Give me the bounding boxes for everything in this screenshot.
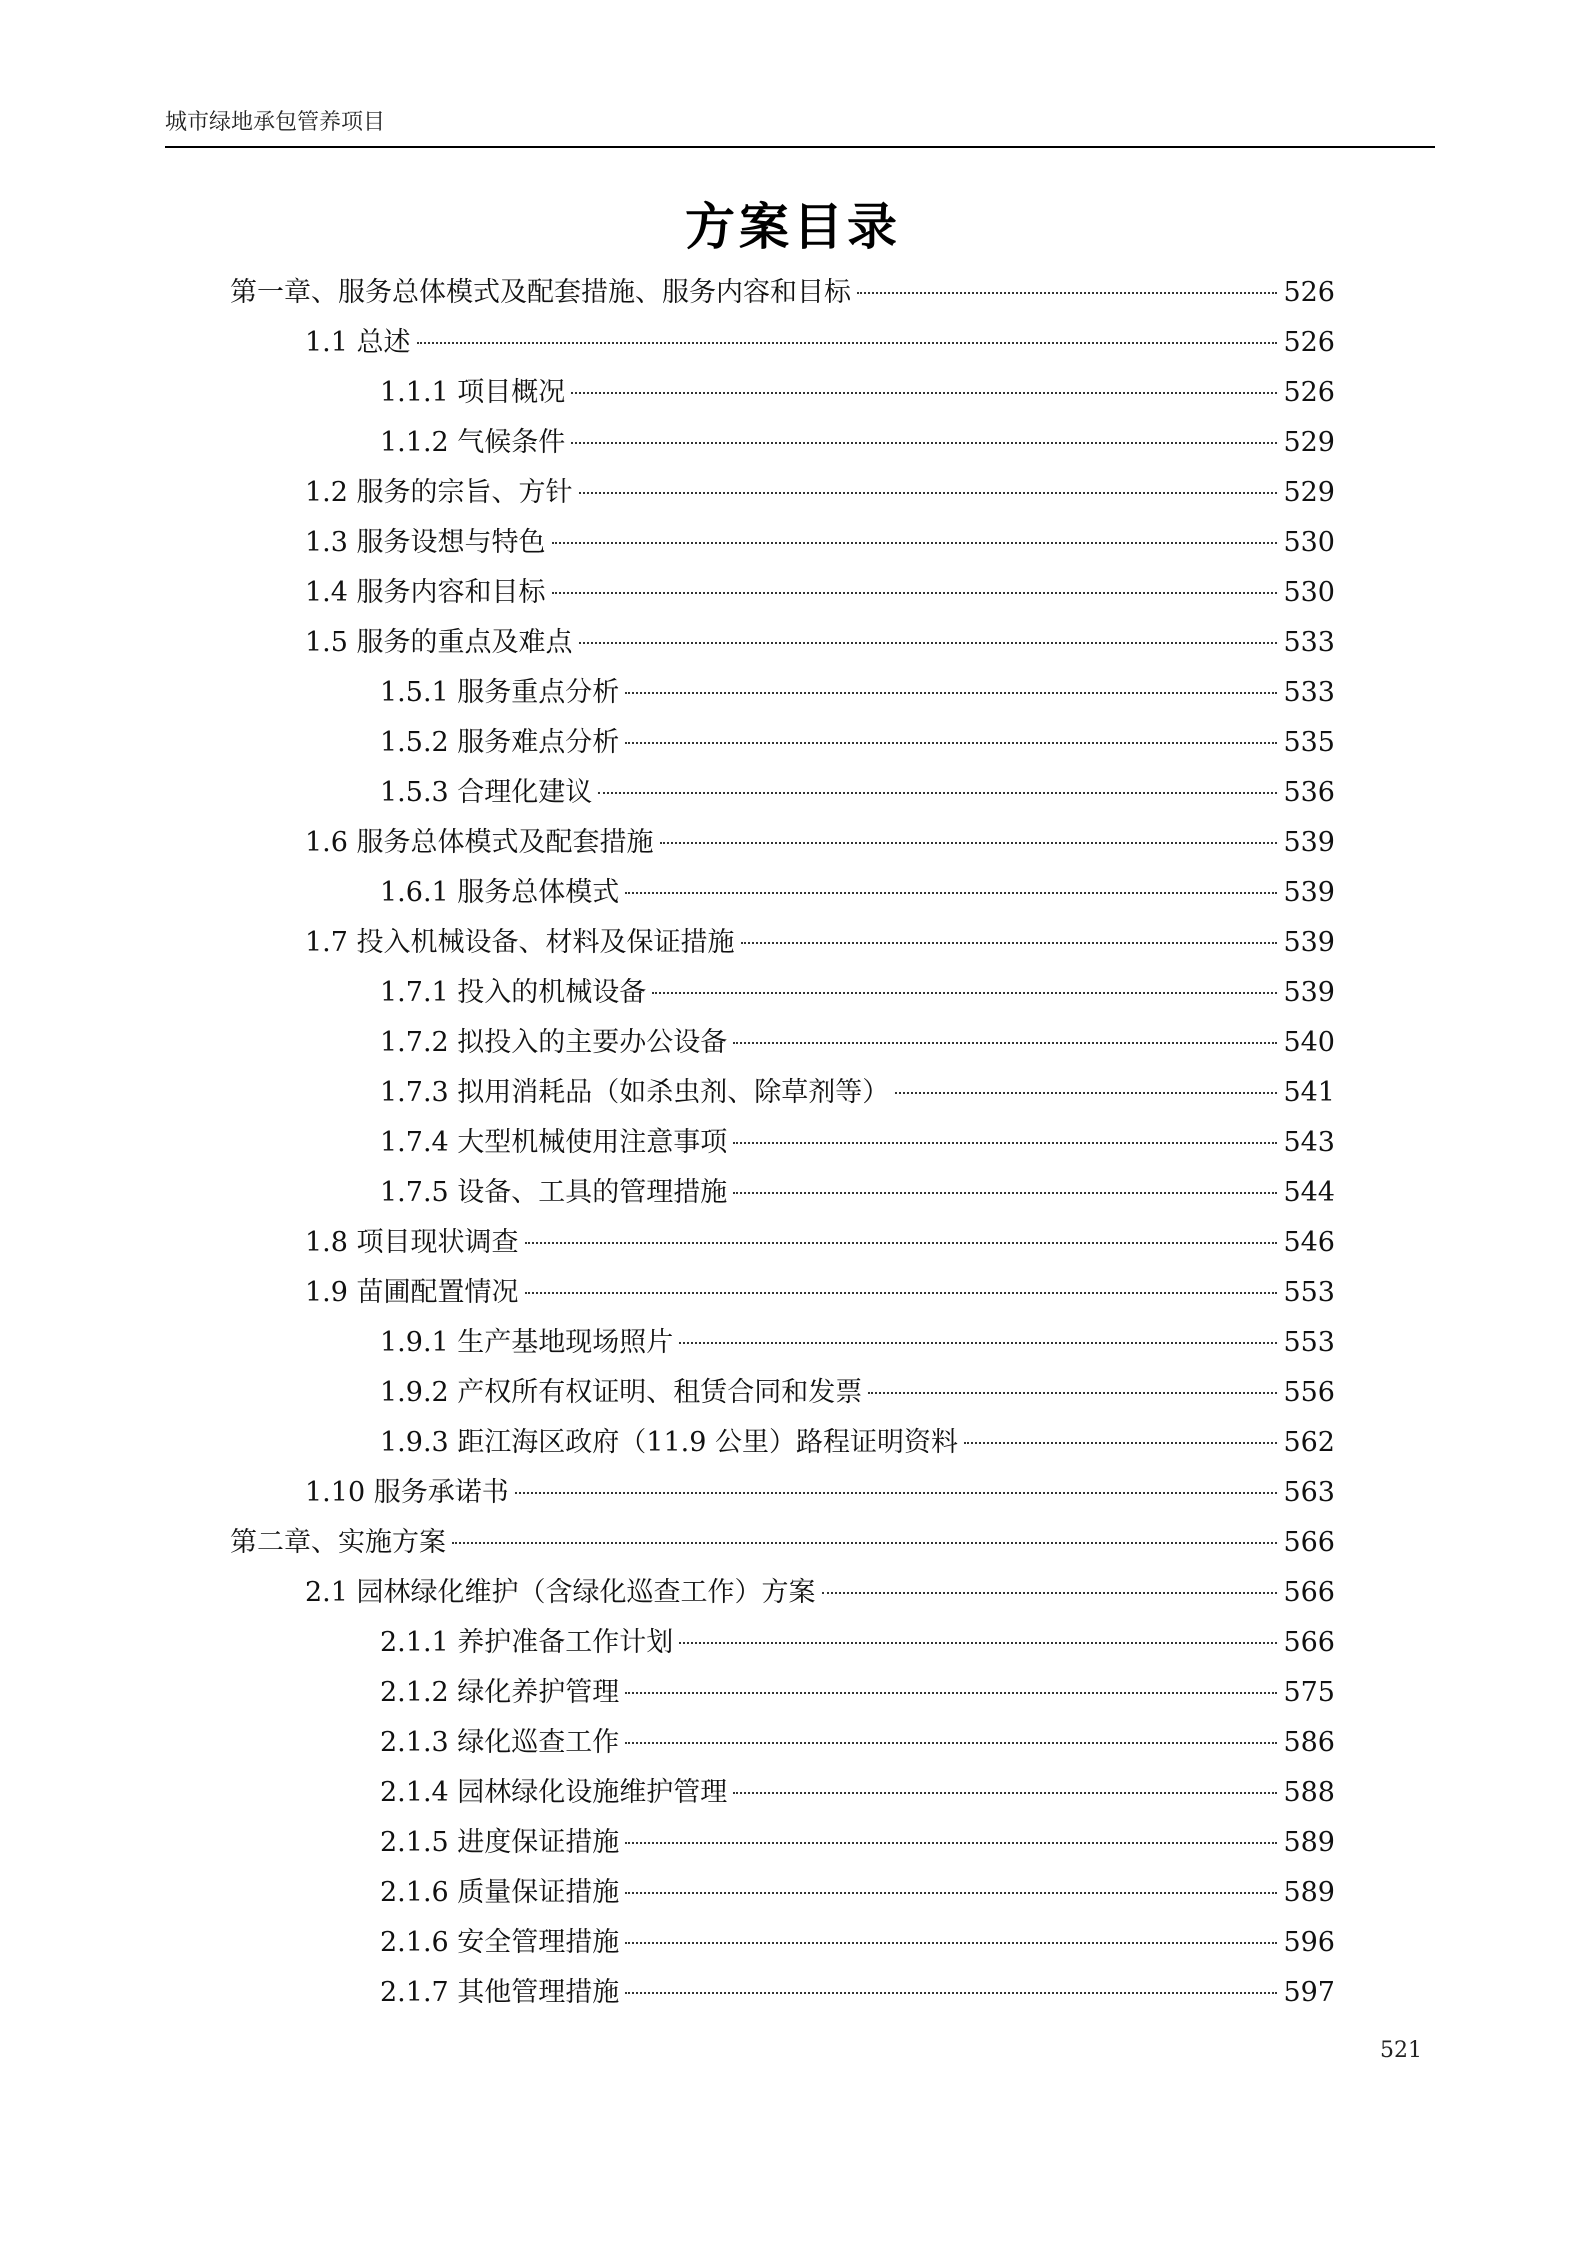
toc-entry-label: 1.9.2 产权所有权证明、租赁合同和发票 (380, 1377, 863, 1408)
header-rule (165, 146, 1435, 148)
toc-entry-page-number: 529 (1283, 427, 1335, 458)
toc-entry[interactable] (230, 1268, 1335, 1318)
toc-entry[interactable] (230, 418, 1335, 468)
toc-dot-leader (733, 1192, 1277, 1194)
toc-entry[interactable] (230, 568, 1335, 618)
toc-entry[interactable] (230, 1568, 1335, 1618)
running-header: 城市绿地承包管养项目 (165, 110, 386, 135)
toc-entry-label: 2.1.4 园林绿化设施维护管理 (380, 1777, 728, 1808)
toc-entry-page-number: 546 (1283, 1227, 1335, 1258)
toc-entry[interactable] (230, 618, 1335, 668)
toc-entry-label: 2.1.6 质量保证措施 (380, 1877, 620, 1908)
toc-entry[interactable] (230, 318, 1335, 368)
toc-entry-page-number: 539 (1283, 877, 1335, 908)
toc-dot-leader (452, 1542, 1277, 1544)
toc-entry[interactable] (230, 1868, 1335, 1918)
toc-entry-page-number: 541 (1283, 1077, 1335, 1108)
toc-entry-page-number: 526 (1283, 277, 1335, 308)
table-of-contents (230, 268, 1335, 2018)
toc-dot-leader (525, 1292, 1278, 1294)
toc-entry-label: 1.7 投入机械设备、材料及保证措施 (305, 927, 735, 958)
toc-dot-leader (598, 792, 1277, 794)
toc-entry-page-number: 566 (1283, 1527, 1335, 1558)
toc-entry-label: 2.1.1 养护准备工作计划 (380, 1627, 674, 1658)
toc-entry[interactable] (230, 1068, 1335, 1118)
toc-entry-label: 第一章、服务总体模式及配套措施、服务内容和目标 (230, 277, 851, 308)
toc-dot-leader (625, 1692, 1277, 1694)
toc-entry-page-number: 529 (1283, 477, 1335, 508)
toc-entry[interactable] (230, 1118, 1335, 1168)
toc-entry[interactable] (230, 968, 1335, 1018)
toc-entry-label: 1.6.1 服务总体模式 (380, 877, 620, 908)
toc-entry[interactable] (230, 918, 1335, 968)
toc-entry-label: 1.1.1 项目概况 (380, 377, 566, 408)
toc-entry[interactable] (230, 818, 1335, 868)
toc-dot-leader (625, 1992, 1277, 1994)
toc-dot-leader (579, 492, 1278, 494)
toc-entry[interactable] (230, 768, 1335, 818)
toc-entry-label: 第二章、实施方案 (230, 1527, 446, 1558)
toc-entry-page-number: 533 (1283, 677, 1335, 708)
toc-dot-leader (625, 1942, 1277, 1944)
toc-entry-label: 1.5.2 服务难点分析 (380, 727, 620, 758)
toc-entry-page-number: 553 (1283, 1327, 1335, 1358)
toc-entry-label: 1.7.3 拟用消耗品（如杀虫剂、除草剂等） (380, 1077, 890, 1108)
page-title: 方案目录 (685, 198, 901, 256)
toc-entry-label: 1.8 项目现状调查 (305, 1227, 519, 1258)
toc-entry-label: 1.1 总述 (305, 327, 411, 358)
toc-entry-label: 1.7.2 拟投入的主要办公设备 (380, 1027, 728, 1058)
toc-entry-page-number: 544 (1283, 1177, 1335, 1208)
toc-dot-leader (660, 842, 1278, 844)
toc-dot-leader (571, 442, 1277, 444)
toc-dot-leader (417, 342, 1278, 344)
toc-dot-leader (625, 1742, 1277, 1744)
toc-dot-leader (679, 1342, 1277, 1344)
toc-dot-leader (741, 942, 1278, 944)
toc-dot-leader (552, 542, 1278, 544)
toc-entry[interactable] (230, 668, 1335, 718)
toc-entry-label: 1.4 服务内容和目标 (305, 577, 546, 608)
toc-entry-label: 2.1.2 绿化养护管理 (380, 1677, 620, 1708)
toc-entry-page-number: 536 (1283, 777, 1335, 808)
toc-entry-page-number: 539 (1283, 927, 1335, 958)
toc-entry[interactable] (230, 1918, 1335, 1968)
toc-entry[interactable] (230, 1368, 1335, 1418)
toc-dot-leader (525, 1242, 1278, 1244)
toc-entry[interactable] (230, 1018, 1335, 1068)
toc-dot-leader (571, 392, 1277, 394)
toc-dot-leader (733, 1042, 1277, 1044)
toc-entry[interactable] (230, 368, 1335, 418)
toc-dot-leader (625, 1892, 1277, 1894)
toc-entry-page-number: 586 (1283, 1727, 1335, 1758)
toc-entry-label: 1.5.1 服务重点分析 (380, 677, 620, 708)
toc-dot-leader (625, 692, 1277, 694)
toc-entry-label: 1.7.5 设备、工具的管理措施 (380, 1177, 728, 1208)
toc-dot-leader (652, 992, 1277, 994)
toc-dot-leader (552, 592, 1278, 594)
toc-entry-page-number: 533 (1283, 627, 1335, 658)
toc-dot-leader (579, 642, 1278, 644)
toc-entry-page-number: 588 (1283, 1777, 1335, 1808)
toc-entry-page-number: 543 (1283, 1127, 1335, 1158)
toc-entry-page-number: 530 (1283, 527, 1335, 558)
toc-entry-label: 1.9.3 距江海区政府（11.9 公里）路程证明资料 (380, 1427, 958, 1458)
toc-dot-leader (515, 1492, 1278, 1494)
toc-entry-page-number: 597 (1283, 1977, 1335, 2008)
page-number: 521 (1380, 2038, 1422, 2063)
toc-entry-label: 1.1.2 气候条件 (380, 427, 566, 458)
toc-dot-leader (733, 1792, 1277, 1794)
toc-entry-page-number: 566 (1283, 1577, 1335, 1608)
toc-entry-page-number: 596 (1283, 1927, 1335, 1958)
toc-entry-page-number: 589 (1283, 1877, 1335, 1908)
toc-entry-page-number: 589 (1283, 1827, 1335, 1858)
toc-entry[interactable] (230, 1468, 1335, 1518)
toc-entry[interactable] (230, 1968, 1335, 2018)
toc-entry[interactable] (230, 718, 1335, 768)
toc-entry-page-number: 563 (1283, 1477, 1335, 1508)
toc-dot-leader (857, 292, 1277, 294)
toc-entry[interactable] (230, 268, 1335, 318)
toc-entry-page-number: 526 (1283, 327, 1335, 358)
toc-entry-page-number: 566 (1283, 1627, 1335, 1658)
toc-entry-label: 1.2 服务的宗旨、方针 (305, 477, 573, 508)
toc-entry-page-number: 540 (1283, 1027, 1335, 1058)
toc-entry-label: 1.7.4 大型机械使用注意事项 (380, 1127, 728, 1158)
toc-entry[interactable] (230, 868, 1335, 918)
toc-entry[interactable] (230, 1618, 1335, 1668)
toc-entry[interactable] (230, 1518, 1335, 1568)
toc-entry-label: 2.1.6 安全管理措施 (380, 1927, 620, 1958)
toc-entry-page-number: 539 (1283, 827, 1335, 858)
toc-entry-label: 1.10 服务承诺书 (305, 1477, 509, 1508)
toc-entry[interactable] (230, 1218, 1335, 1268)
toc-entry-page-number: 553 (1283, 1277, 1335, 1308)
toc-dot-leader (733, 1142, 1277, 1144)
toc-entry-label: 2.1.5 进度保证措施 (380, 1827, 620, 1858)
toc-entry-label: 2.1.7 其他管理措施 (380, 1977, 620, 2008)
toc-entry-page-number: 535 (1283, 727, 1335, 758)
toc-entry[interactable] (230, 1418, 1335, 1468)
toc-entry-label: 1.5.3 合理化建议 (380, 777, 593, 808)
toc-entry[interactable] (230, 1768, 1335, 1818)
toc-dot-leader (625, 892, 1277, 894)
toc-entry-label: 1.9.1 生产基地现场照片 (380, 1327, 674, 1358)
toc-dot-leader (625, 742, 1277, 744)
toc-entry-label: 1.3 服务设想与特色 (305, 527, 546, 558)
toc-entry-page-number: 539 (1283, 977, 1335, 1008)
toc-dot-leader (679, 1642, 1277, 1644)
toc-entry-label: 2.1.3 绿化巡查工作 (380, 1727, 620, 1758)
toc-entry-page-number: 526 (1283, 377, 1335, 408)
toc-entry-label: 2.1 园林绿化维护（含绿化巡查工作）方案 (305, 1577, 816, 1608)
toc-entry-page-number: 530 (1283, 577, 1335, 608)
toc-entry-label: 1.7.1 投入的机械设备 (380, 977, 647, 1008)
toc-entry[interactable] (230, 468, 1335, 518)
toc-entry[interactable] (230, 1718, 1335, 1768)
toc-entry[interactable] (230, 1668, 1335, 1718)
toc-entry[interactable] (230, 1168, 1335, 1218)
toc-entry-label: 1.6 服务总体模式及配套措施 (305, 827, 654, 858)
toc-dot-leader (822, 1592, 1278, 1594)
toc-entry-page-number: 556 (1283, 1377, 1335, 1408)
toc-entry-label: 1.5 服务的重点及难点 (305, 627, 573, 658)
toc-entry-page-number: 562 (1283, 1427, 1335, 1458)
toc-entry[interactable] (230, 1318, 1335, 1368)
toc-dot-leader (625, 1842, 1277, 1844)
toc-entry[interactable] (230, 518, 1335, 568)
toc-entry-label: 1.9 苗圃配置情况 (305, 1277, 519, 1308)
toc-dot-leader (895, 1092, 1277, 1094)
toc-entry[interactable] (230, 1818, 1335, 1868)
toc-dot-leader (868, 1392, 1277, 1394)
toc-dot-leader (964, 1442, 1277, 1444)
toc-entry-page-number: 575 (1283, 1677, 1335, 1708)
